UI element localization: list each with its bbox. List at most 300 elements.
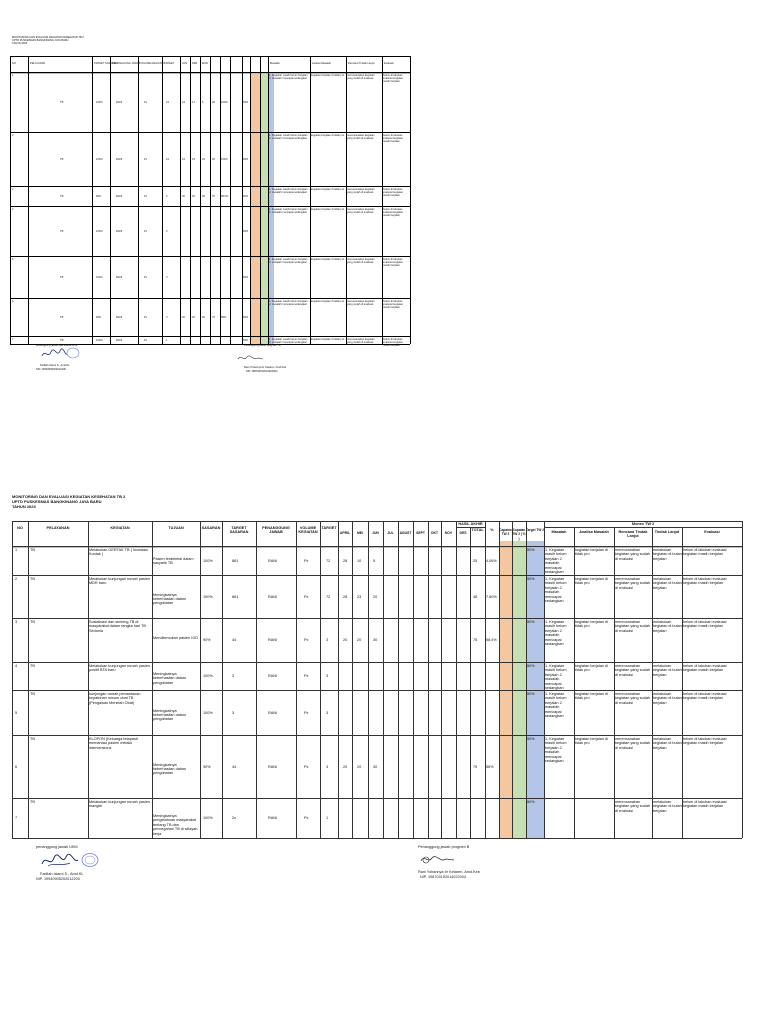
thumb-row-jan: 20 (182, 194, 185, 198)
thumb-header-cell: Masalah (270, 62, 280, 65)
header-pct: % (490, 528, 494, 532)
col-line (470, 527, 471, 838)
sig-left-title: penanggung jawab UKM (36, 845, 78, 849)
row-tujuan: Meningkatnya keberhasilan dalam pengobatan (153, 708, 186, 722)
row-pelayanan: TB (30, 620, 35, 624)
row-tindak: melakukan kegiatan di bulan berjalan (653, 620, 682, 633)
thumb-header-cell: TARGET SASARAN (94, 62, 118, 65)
thumb-row-mar: 5 (202, 100, 204, 104)
col-line (499, 521, 500, 838)
thumb-row-a: 20 (212, 157, 215, 161)
row-tujuan: Pasien terdeteksi dalam sasyarik TB (153, 556, 194, 565)
col-line (574, 527, 575, 838)
row-tindak: melakukan kegiatan di bulan berjalan (653, 548, 682, 561)
row-sasaran: 44 (232, 638, 237, 642)
thumb-row-vol: Px (144, 157, 148, 161)
col-line (682, 527, 683, 838)
thumb-signature-right-icon (236, 352, 264, 364)
row-no: 3 (15, 620, 18, 624)
col-line (320, 521, 321, 838)
row-no: 5 (15, 710, 18, 715)
thumb-row-a: 25 (212, 100, 215, 104)
row-analisa: kegiatan berjalan di tidak pro (575, 620, 608, 629)
thumb-row-total: 60% (243, 194, 249, 198)
header-target-sasaran: TARGET SASARAN (229, 526, 249, 535)
thumb-row-target: 24 (166, 157, 169, 161)
row-kegiatan: kunjungan rumah pemantauan kepatuhan minum obat TB (Pengawas Menelan Obat) (89, 692, 141, 705)
sig-right-nip: NIP. 198703152014022004 (420, 875, 466, 879)
thumb-row-feb: 23 (192, 157, 195, 161)
row-target-sasaran: 90% (203, 638, 211, 642)
thumb-row-b: 58.0% (221, 194, 229, 198)
thumb-header-line: UPTD PUSKESMAS BANGKINANG JAYA BARU (12, 39, 69, 42)
thumb-row-vol: Px (144, 315, 148, 319)
signature-right-icon (418, 851, 458, 867)
thumb-row-vol: Px (144, 194, 148, 198)
stamp-icon (80, 852, 100, 868)
row-line (12, 690, 742, 691)
header-month: MEI (356, 531, 364, 535)
row-month-value: 20 (357, 638, 362, 642)
thumb-sig-right-nip: NIP. 198703152014022004 (246, 370, 278, 373)
thumb-row-total: 69% (243, 275, 249, 279)
page-subtitle: UPTD PUSKESMAS BANGKINANG JAYA BARU (12, 499, 102, 504)
row-analisa: kegiatan berjalan di tidak pro (575, 664, 608, 673)
thumb-row-a: 75 (212, 315, 215, 319)
sig-right-title: Penanggung jawab program B (418, 845, 470, 849)
thumb-row-no: 4 (12, 208, 14, 211)
header-target-tw: Target TW 2 (526, 528, 545, 532)
thumb-header-cell: PENANGGUNG JAWAB (112, 62, 141, 65)
row-masalah: 1. Kegiatan masih belum berjalan 2. masalah mencapai sedangkan (545, 664, 567, 691)
thumb-row-masalah: 1. Kegiatan masih belum berjalan 2. masalah mencapai sedangkan (269, 300, 308, 306)
row-tindak: melakukan kegiatan di bulan berjalan (653, 800, 682, 813)
row-rencana: merencanakan kegiatan yang sudah di evaluasi (615, 548, 651, 561)
col-line (441, 521, 442, 838)
thumb-row-masalah: 1. Kegiatan masih belum berjalan 2. masalah mencapai sedangkan (269, 208, 308, 214)
row-target-tw: 50% (527, 692, 535, 696)
header-month: AGUST (399, 531, 412, 535)
header-month: APRIL (339, 531, 351, 535)
thumb-row-mar: 30 (202, 194, 205, 198)
row-tindak: melakukan kegiatan di bulan berjalan (653, 577, 682, 590)
row-tujuan: Meningkatnya pengetahuan masyarakat tentang TB dan pencegahan TB di wilayah kerja (153, 814, 198, 836)
col-line (338, 521, 339, 838)
row-volume: Px (304, 710, 309, 715)
row-target-sasaran: 100% (203, 558, 213, 563)
row-target: 72 (326, 558, 331, 563)
header-total: TOTAL (471, 528, 484, 532)
thumb-row-pj: RANI (116, 338, 123, 342)
row-month-value: 30 (373, 764, 378, 769)
thumb-header-cell: VOLUME KEGIATAN (140, 62, 165, 65)
thumb-row-no: 7 (12, 338, 14, 341)
thumb-header-cell: TARGET (164, 62, 175, 65)
row-pelayanan: TB (30, 664, 35, 668)
thumb-stamp-icon (66, 347, 80, 359)
row-target-tw: 50% (527, 548, 535, 552)
row-pj: RANI (268, 594, 278, 599)
row-month-value: 20 (373, 594, 378, 599)
thumb-row-vol: Px (144, 100, 148, 104)
row-month-value: 10 (357, 558, 362, 563)
row-masalah: 1. Kegiatan masih belum berjalan 2. masalah mencapai sedangkan (545, 692, 567, 719)
thumb-header-line: TAHUN 2023 (12, 42, 28, 45)
row-total: 25 (473, 558, 478, 563)
thumb-row-pel: TB (60, 229, 64, 233)
row-total: 75 (473, 638, 478, 642)
row-tujuan: Meningkatnya keberhasilan dalam pengobatan (153, 762, 186, 776)
row-volume: Px (304, 816, 309, 820)
row-target-sasaran: 100% (203, 674, 213, 678)
thumb-row-vol: Px (144, 338, 148, 342)
page-title: MONITORING DAN EVALUASI KEGIATAN KESEHATAN TB 2 (12, 494, 126, 499)
header-analisa: Analisa Masalah (579, 530, 609, 534)
row-target: 3 (326, 764, 329, 769)
row-target-tw: 50% (527, 620, 535, 624)
thumb-row-analisa: kegiatan berjalan di tidak pro (311, 208, 345, 211)
thumb-row-rencana: merencanakan kegiatan yang sudah di evaluasi (347, 188, 375, 194)
col-line (200, 521, 201, 838)
row-pj: RANI (268, 764, 278, 769)
row-line (12, 735, 742, 736)
thumb-row-total: 69% (243, 229, 249, 233)
row-sasaran: 3 (232, 710, 235, 715)
thumb-header-line: MONITORING DAN EVALUASI KEGIATAN KESEHATAN TB 2 (12, 36, 84, 39)
thumb-row-pct: 90% (96, 194, 102, 198)
thumb-row-mar: 30 (202, 315, 205, 319)
thumb-row-rencana: merencanakan kegiatan yang sudah di evaluasi (347, 258, 375, 264)
row-pct: 58% (486, 764, 494, 769)
thumb-row-analisa: kegiatan berjalan di tidak pro (311, 338, 345, 341)
row-no: 2 (15, 577, 18, 581)
row-volume: Px (304, 674, 309, 678)
thumb-row-masalah: 1. Kegiatan masih belum berjalan 2. masalah mencapai sedangkan (269, 258, 308, 264)
thumb-row-jan: 24 (182, 100, 185, 104)
thumb-row-pj: RANI (116, 315, 123, 319)
col-line (456, 521, 457, 838)
thumb-row-analisa: kegiatan berjalan di tidak pro (311, 258, 345, 261)
row-total: 75 (473, 764, 478, 769)
header-sasaran: SASARAN (201, 526, 221, 530)
row-target: 72 (326, 594, 331, 599)
row-no: 1 (15, 548, 18, 552)
row-evaluasi: belum di lakukan evaluasi kegiatan masih berjalan (683, 620, 727, 629)
thumb-row-no: 3 (12, 188, 14, 191)
thumb-sig-right-name: Rani Yohannya br Ketaren, Amd.Keb (244, 366, 287, 369)
row-volume: Px (304, 558, 309, 563)
row-pct: 7.80% (486, 594, 497, 599)
row-month-value: 28 (343, 594, 348, 599)
thumb-header-cell: PELAYANAN (30, 62, 46, 65)
thumb-row-pj: RANI (116, 100, 123, 104)
header-capaian-pct: Capaian TW 2 ( % ) (512, 528, 526, 541)
col-line (614, 527, 615, 838)
col-line (88, 521, 89, 838)
row-month-value: 5 (373, 558, 376, 563)
col-line (222, 521, 223, 838)
thumb-signature-left-icon (40, 348, 68, 360)
row-pelayanan: TB (30, 577, 35, 581)
row-target: 3 (326, 674, 329, 678)
thumb-row-total: 69% (243, 157, 249, 161)
row-total: 48 (473, 594, 478, 599)
thumb-header-cell: NO (12, 62, 16, 65)
thumb-row-feb: 20 (192, 194, 195, 198)
row-pelayanan: TB (30, 548, 35, 552)
thumb-sig-left-title: penanggung jawab tata usaha UKM (36, 344, 78, 347)
thumb-row-target: 3 (166, 194, 168, 198)
row-target-tw: 50% (527, 800, 535, 804)
row-sasaran: 2x (232, 816, 237, 820)
thumb-row-target: 24 (166, 100, 169, 104)
col-line (352, 521, 353, 838)
row-masalah: 1. Kegiatan masih belum berjalan 2. masalah mencapai sedangkan (545, 577, 567, 604)
row-masalah: 1. Kegiatan masih belum berjalan 2. masalah mencapai sedangkan (545, 737, 567, 764)
row-line (12, 798, 742, 799)
thumb-row-pct: 100% (96, 338, 103, 342)
thumb-row-vol: Px (144, 229, 148, 233)
row-target-sasaran: 100% (203, 710, 213, 715)
row-evaluasi: belum di lakukan evaluasi kegiatan masih berjalan (683, 664, 727, 673)
signature-left-icon (40, 852, 80, 870)
thumb-row-pct: 100% (96, 229, 103, 233)
col-line (28, 521, 29, 838)
row-no: 7 (15, 816, 18, 820)
row-rencana: merencanakan kegiatan yang sudah di evaluasi (615, 737, 651, 750)
header-month: JUN (372, 531, 379, 535)
row-pelayanan: TB (30, 800, 35, 804)
sig-left-nip: NIP. 19940905202012200 (36, 877, 80, 881)
row-masalah: 1. Kegiatan masih belum berjalan 2. masalah mencapai sedangkan (545, 620, 567, 647)
row-line (12, 546, 742, 547)
row-rencana: merencanakan kegiatan yang sudah di evaluasi (615, 692, 651, 705)
thumb-row-masalah: 1. Kegiatan masih belum berjalan 2. masalah mencapai sedangkan (269, 74, 308, 80)
header-month: SEPT (416, 531, 425, 535)
row-target-sasaran: 100% (203, 594, 213, 599)
thumb-row-evaluasi: belum di lakukan evaluasi kegiatan masih berjalan (383, 258, 404, 267)
thumb-header-cell: JAN (182, 62, 187, 65)
thumb-header-cell: MAR (202, 62, 208, 65)
header-evaluasi: Evaluasi (704, 530, 720, 534)
thumb-header-cell: Rencana Tindak Lanjut (348, 62, 375, 65)
row-pj: RANI (268, 710, 278, 715)
header-hasil-akhir: HASIL AKHIR (458, 522, 483, 526)
thumb-row-pel: TB (60, 275, 64, 279)
row-month-value: 20 (343, 638, 348, 642)
thumb-row-target: 3 (166, 275, 168, 279)
row-target-tw: 50% (527, 664, 535, 668)
row-target: 1 (326, 816, 329, 820)
thumb-row-b: 100% (221, 157, 228, 161)
row-sasaran: 3 (232, 674, 235, 678)
thumb-row-no: 6 (12, 300, 14, 303)
row-masalah: 1. Kegiatan masih belum berjalan 2. masalah mencapai sedangkan (545, 548, 567, 575)
row-target-sasaran: 100% (203, 816, 213, 820)
row-analisa: kegiatan berjalan di tidak pro (575, 692, 608, 701)
thumb-row-pct: 100% (96, 157, 103, 161)
header-monev: Monev TW 2 (631, 522, 655, 526)
row-evaluasi: belum di lakukan evaluasi kegiatan masih berjalan (683, 800, 727, 809)
thumb-header-cell: FEB (192, 62, 198, 65)
thumb-row-b: 58% (221, 315, 227, 319)
row-rencana: merencanakan kegiatan yang sudah di evaluasi (615, 800, 651, 813)
thumb-row-pj: RANI (116, 157, 123, 161)
row-analisa: kegiatan berjalan di tidak pro (575, 548, 608, 557)
thumb-row-jan: 24 (182, 157, 185, 161)
thumb-row-masalah: 1. Kegiatan masih belum berjalan 2. masalah mencapai sedangkan (269, 338, 308, 344)
thumb-row-jan: 20 (182, 315, 185, 319)
row-analisa: kegiatan berjalan di tidak pro (575, 737, 608, 746)
row-rencana: merencanakan kegiatan yang sudah di evaluasi (615, 664, 651, 677)
header-month: NOV (444, 531, 453, 535)
row-pj: RANI (268, 638, 278, 642)
row-sasaran: 44 (232, 764, 237, 769)
sig-left-name: Fadilah Islami S., Amd.KL (40, 872, 84, 876)
header-masalah: Masalah (551, 530, 567, 534)
thumb-row-target: 1 (166, 338, 168, 342)
thumb-row-masalah: 1. Kegiatan masih belum berjalan 2. masalah mencapai sedangkan (269, 134, 308, 140)
header-target: TARGET (321, 526, 337, 530)
col-line (526, 521, 527, 838)
row-target-sasaran: 90% (203, 764, 211, 769)
header-tindak: Tindak Lanjut (654, 530, 680, 534)
row-analisa: kegiatan berjalan di tidak pro (575, 577, 608, 586)
page-year: TAHUN 2023 (12, 504, 36, 509)
thumb-row-rencana: merencanakan kegiatan yang sudah di evaluasi (347, 208, 375, 214)
thumb-row-total: 69% (243, 100, 249, 104)
thumb-row-b: 100% (221, 100, 228, 104)
col-line (485, 521, 486, 838)
row-kegiatan: Sosialisasi dan skrining TB di masyarakat dalam rangka hari TB Sedunia (89, 620, 146, 633)
row-target-tw: 50% (527, 577, 535, 581)
thumb-row-pct: 100% (96, 100, 103, 104)
row-kegiatan: Melakukan GERTAK TB ( Investasi Kontak ) (89, 548, 148, 557)
thumb-row-pel: TB (60, 315, 64, 319)
thumb-row-analisa: kegiatan berjalan di tidak pro (311, 134, 345, 137)
thumb-row-evaluasi: belum di lakukan evaluasi kegiatan masih berjalan (383, 74, 404, 83)
thumb-sig-left-name: Fadilah Islami S., Amd.KL (40, 364, 70, 367)
header-month: JUL (387, 531, 394, 535)
header-month: DES (459, 531, 467, 535)
col-line (512, 521, 513, 838)
col-line (428, 521, 429, 838)
thumb-row-feb: 17 (192, 100, 195, 104)
row-evaluasi: belum di lakukan evaluasi kegiatan masih berjalan (683, 577, 727, 586)
row-pelayanan: TB (30, 692, 35, 696)
row-pct: 4.06% (486, 558, 497, 563)
thumb-row-pj: RANI (116, 194, 123, 198)
row-tindak: melakukan kegiatan di bulan berjalan (653, 664, 682, 677)
header-volume: VOLUME KEGIATAN (298, 526, 318, 535)
row-target: 3 (326, 710, 329, 715)
thumb-row-feb: 20 (192, 315, 195, 319)
row-month-value: 23 (357, 594, 362, 599)
thumb-row-rencana: merencanakan kegiatan yang sudah di evaluasi (347, 74, 375, 80)
header-month: OKT (430, 531, 439, 535)
thumb-row-evaluasi: belum di lakukan evaluasi kegiatan masih berjalan (383, 188, 404, 197)
row-volume: Px (304, 638, 309, 642)
thumb-row-mar: 20 (202, 157, 205, 161)
thumb-row-masalah: 1. Kegiatan masih belum berjalan 2. masalah mencapai sedangkan (269, 188, 308, 194)
header-no: NO (17, 526, 23, 530)
col-line (256, 521, 257, 838)
row-line (12, 575, 742, 576)
thumb-row-evaluasi: belum di lakukan evaluasi kegiatan masih berjalan (383, 300, 404, 309)
row-kegiatan: Melakukan kunjungan rumah pasien MDR baru (89, 577, 151, 586)
thumb-row-pel: TB (60, 338, 64, 342)
row-rencana: merencanakan kegiatan yang sudah di evaluasi (615, 577, 651, 590)
thumb-row-target: 3 (166, 315, 168, 319)
row-volume: Px (304, 764, 309, 769)
header-rencana: Rencana Tindak Lanjut (618, 530, 648, 539)
row-no: 4 (15, 664, 18, 668)
thumb-row-total: 69% (243, 315, 249, 319)
col-line (383, 521, 384, 838)
col-line (296, 521, 297, 838)
row-pj: RANI (268, 816, 278, 820)
thumb-row-pct: 100% (96, 275, 103, 279)
row-tujuan: Meningkatnya keberhasilan dalam pengobatan (153, 672, 186, 685)
row-month-value: 28 (343, 558, 348, 563)
thumb-row-pj: RANI (116, 229, 123, 233)
thumb-sig-right-title: Penanggung jawab program TB (244, 344, 281, 347)
col-line (398, 521, 399, 838)
thumb-row-analisa: kegiatan berjalan di tidak pro (311, 188, 345, 191)
thumb-row-vol: Px (144, 275, 148, 279)
col-line (368, 521, 369, 838)
thumb-sig-left-nip: NIP. 19940905202012200 (36, 368, 66, 371)
row-tindak: melakukan kegiatan di bulan berjalan (653, 737, 682, 750)
col-line (652, 527, 653, 838)
row-target: 3 (326, 638, 329, 642)
thumb-row-evaluasi: belum di lakukan evaluasi kegiatan masih berjalan (383, 338, 404, 347)
thumb-row-no: 5 (12, 258, 14, 261)
row-volume: Px (304, 594, 309, 599)
row-evaluasi: belum di lakukan evaluasi kegiatan masih berjalan (683, 692, 727, 701)
col-line (12, 521, 13, 838)
row-rencana: merencanakan kegiatan yang sudah di evaluasi (615, 620, 651, 633)
row-pelayanan: TB (30, 737, 35, 741)
header-pj: PENANGGUNG JAWAB (262, 526, 290, 535)
row-kegiatan: Melakukan kunjungan rumah pasien positif BTA baru (89, 664, 151, 673)
row-tujuan: Menditemukan pasien IGD (153, 636, 198, 640)
thumb-row-pel: TB (60, 157, 64, 161)
row-month-value: 20 (357, 764, 362, 769)
row-no: 6 (15, 764, 18, 769)
thumb-row-pel: TB (60, 194, 64, 198)
thumb-row-pj: RANI (116, 275, 123, 279)
thumb-row-total: 69% (243, 338, 249, 342)
row-sasaran: 861 (232, 594, 239, 599)
thumb-row-evaluasi: belum di lakukan evaluasi kegiatan masih berjalan (383, 134, 404, 143)
thumb-row-target: 3 (166, 229, 168, 233)
row-line (12, 662, 742, 663)
row-evaluasi: belum di lakukan evaluasi kegiatan masih berjalan (683, 737, 727, 746)
thumb-row-analisa: kegiatan berjalan di tidak pro (311, 300, 345, 303)
row-month-value: 20 (343, 764, 348, 769)
row-sasaran: 861 (232, 558, 239, 563)
thumb-row-evaluasi: belum di lakukan evaluasi kegiatan masih berjalan (383, 208, 404, 217)
row-evaluasi: belum di lakukan evaluasi kegiatan masih berjalan (683, 548, 727, 557)
thumb-row-rencana: merencanakan kegiatan yang sudah di evaluasi (347, 338, 375, 344)
row-target-tw: 50% (527, 737, 535, 741)
thumb-row-a: 75 (212, 194, 215, 198)
row-pct: 58,4% (486, 638, 497, 642)
thumb-header-cell: Evaluasi (384, 62, 394, 65)
row-pj: RANI (268, 674, 278, 678)
thumb-row-no: 1 (12, 74, 14, 77)
